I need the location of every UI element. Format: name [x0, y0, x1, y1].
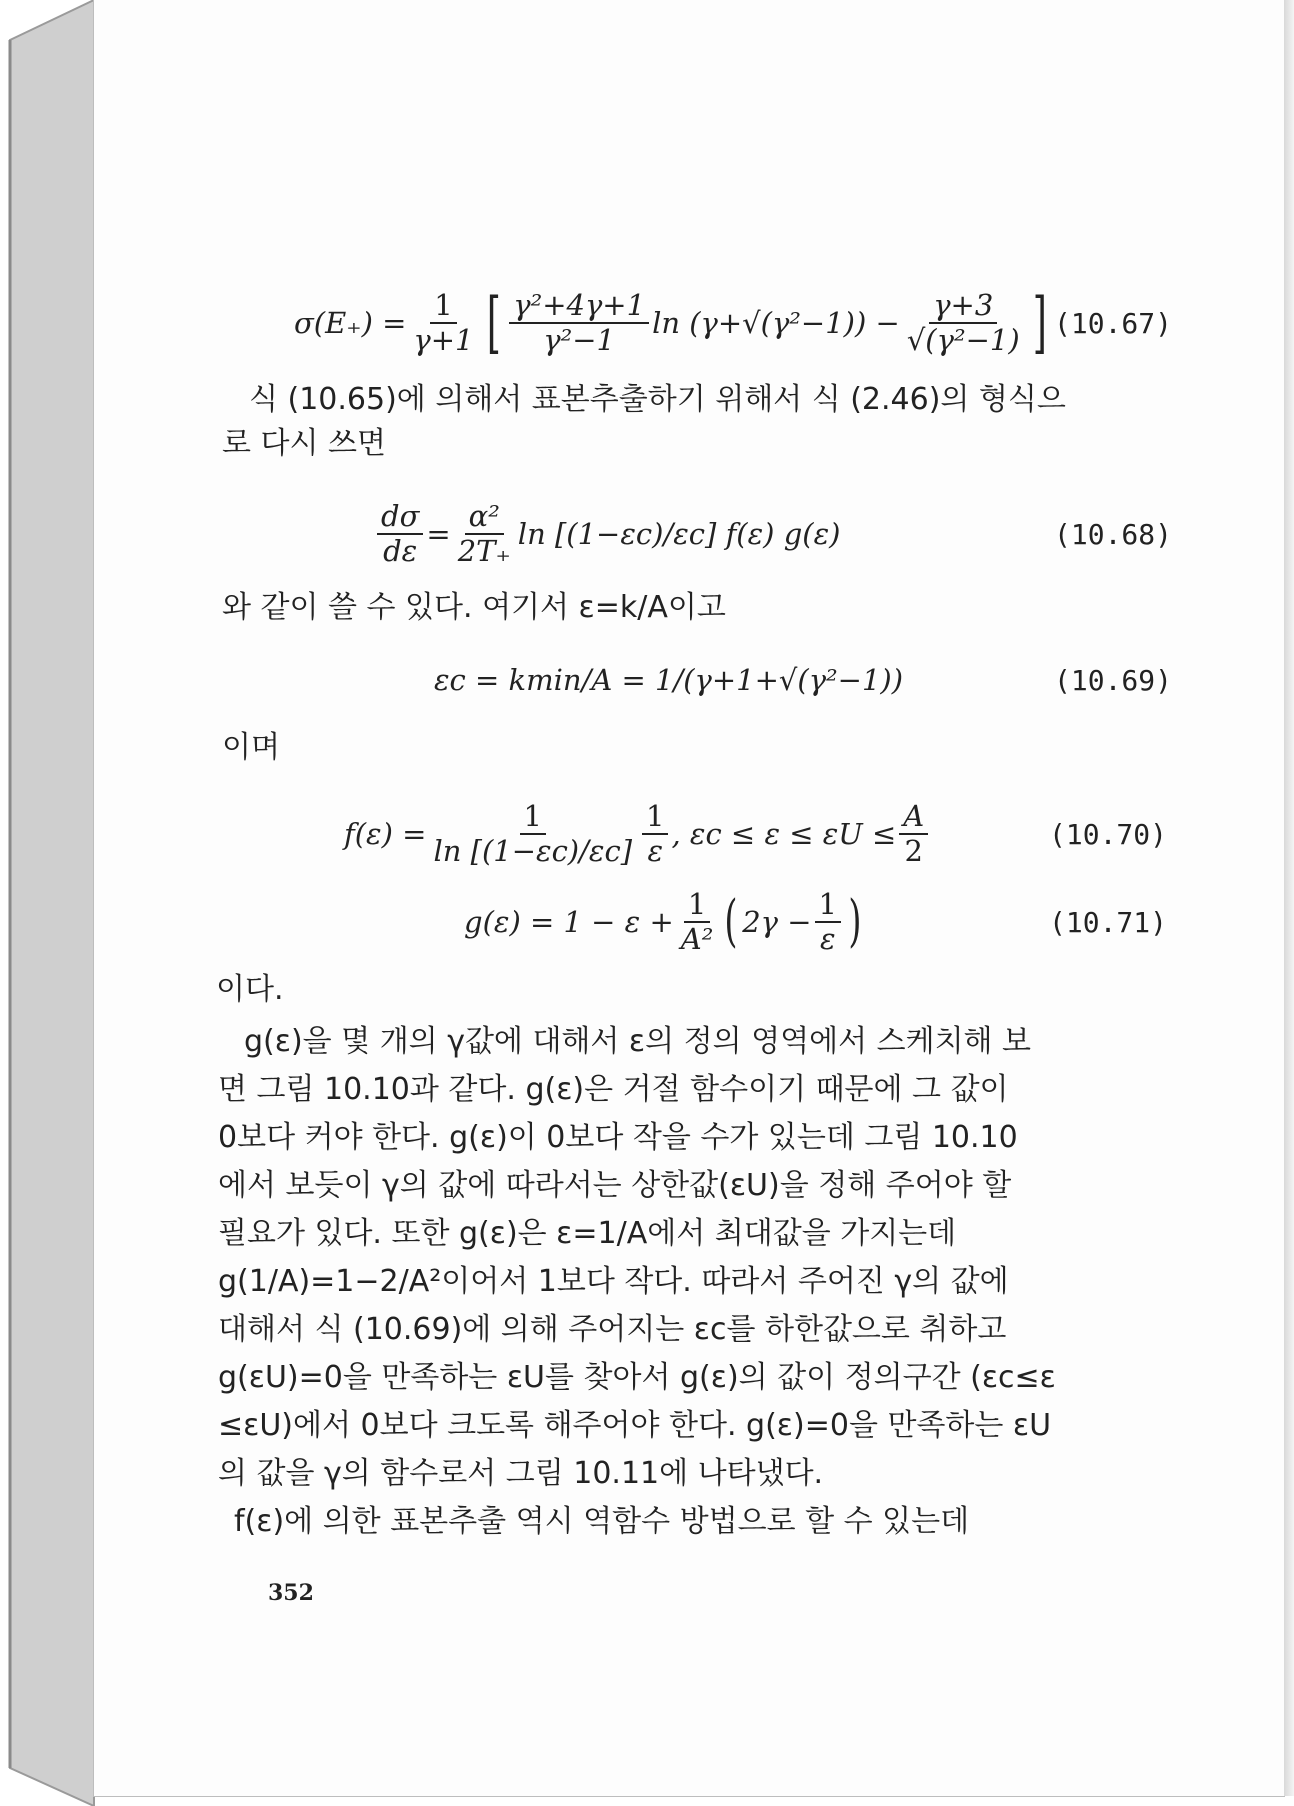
- fraction: $\frac{\text{γ²+4γ+1}}{\text{γ²−1}}$: [509, 289, 649, 358]
- fraction: $\frac{1}{\gamma+1}$: [413, 287, 474, 357]
- equation-number: (10.67): [1054, 306, 1173, 340]
- fraction: $\frac{1}{\varepsilon}$: [815, 888, 841, 957]
- page-number: 352: [268, 1580, 314, 1606]
- eq-term: 2γ −: [742, 905, 812, 939]
- equation-10-69: [94, 644, 1284, 716]
- fraction: $\frac{A}{2}$: [899, 800, 928, 869]
- equation-number: (10.71): [1049, 905, 1168, 939]
- eq-lhs: f(ε) =: [344, 817, 427, 851]
- equation-10-71: g(ε) = 1 − ε + $\frac{1}{\text{A²}}$ ( 2γ − $\frac{1}{\varepsilon}$ ) (10.71): [94, 874, 1284, 970]
- eq-term: ln (γ+√(γ²−1)) −: [652, 306, 900, 340]
- equation-number: (10.68): [1054, 517, 1173, 551]
- equation-number: (10.70): [1049, 817, 1168, 851]
- equation-10-68: $\frac{d\sigma}{d\varepsilon}$ = $\frac{\text{α²}}{2T_+}$ ln [(1−εc)/εc] f(ε) g(ε) (10.68): [94, 486, 1284, 582]
- eq-lhs: g(ε) = 1 − ε +: [464, 905, 674, 939]
- book-page: σ(E₊) = $\frac{1}{\gamma+1}$ [ $\frac{\text{γ²+4γ+1}}{\text{γ²−1}}$ ln (γ+√(γ²−1)) − $\frac{\gamma+3}{\text{√(γ²−1)}}$ ] (10.67) 식 (10.65)에 의해서 표본추출하기 위해서 식 (2.46)의 형식으 로 다시 쓰면 $\frac{d\sigma}{d\varepsilon}$ = $\frac{\text{α²}}{2T_+}$ ln [(1−εc)/εc] f(ε) g(ε) (10.68) 와 같이 쓸 수 있다. 여기서 ε=k/A이고 εc = kmin/A = 1/(γ+1+√(γ²−1)) (10.69) 이며 f(ε) = $\frac{1}{\ln [(1-\varepsilon c)/\varepsilon c]}$ $\frac{1}{\varepsilon}$ , εc ≤ ε ≤ εU ≤ $\frac{A}{2}$ (10.70) g(ε) = 1 − ε + $\frac{1}{\text{A²}}$ ( 2γ − $\frac{1}{\varepsilon}$ ) (10.71) 이다. g(ε)을 몇 개의 γ값에 대해서 ε의 정의 영역에서 스케치해 보 면 그림 10.10과 같다. g(ε)은 거절 함수이기 때문에 그 값이 0보다 커야 한다. g(ε)이 0보다 작을 수가 있는데 그림 10.10 에서 보듯이 γ의 값에 따라서는 상한값(εU)을 정해 주어야 할 필요가 있다. 또한 g(ε)은 ε=1/A에서 최대값을 가지는데 g(1/A)=1−2/A²이어서 1보다 작다. 따라서 주어진 γ의 값에 대해서 식 (10.69)에 의해 주어지는 εc를 하한값으로 취하고 g(εU)=0을 만족하는 εU를 찾아서 g(ε)의 값이 정의구간 (εc≤ε ≤εU)에서 0보다 크도록 해주어야 한다. g(ε)=0을 만족하는 εU 의 값을 γ의 함수로서 그림 10.11에 나타냈다. f(ε)에 의한 표본추출 역시 역함수 방법으로 할 수 있는데 352: [94, 0, 1284, 1796]
- equation-10-70: [94, 786, 1284, 882]
- eq-term: , εc ≤ ε ≤ εU ≤: [671, 817, 897, 851]
- fraction: $\frac{1}{\varepsilon}$: [642, 800, 668, 869]
- fraction: $\frac{1}{\ln [(1-\varepsilon c)/\varepsilon c]}$: [433, 798, 633, 868]
- fraction: $\frac{1}{\text{A²}}$: [680, 886, 714, 956]
- equation-number: (10.69): [1054, 663, 1173, 697]
- eq-term: ln [(1−εc)/εc] f(ε) g(ε): [517, 517, 841, 551]
- eq-lhs: σ(E₊) =: [294, 306, 407, 340]
- fraction: $\frac{\gamma+3}{\text{√(γ²−1)}}$: [906, 287, 1020, 357]
- equation-10-67: σ(E₊) = $\frac{1}{\gamma+1}$ [ $\frac{\text{γ²+4γ+1}}{\text{γ²−1}}$ ln (γ+√(γ²−1)) − $\frac{\gamma+3}{\text{√(γ²−1)}}$ ] (10.67): [94, 268, 1284, 378]
- fraction: $\frac{\text{α²}}{2T_+}$: [457, 498, 511, 568]
- fraction: $\frac{d\sigma}{d\varepsilon}$: [377, 500, 423, 569]
- eq-term: εc = kmin/A = 1/(γ+1+√(γ²−1)): [434, 663, 904, 697]
